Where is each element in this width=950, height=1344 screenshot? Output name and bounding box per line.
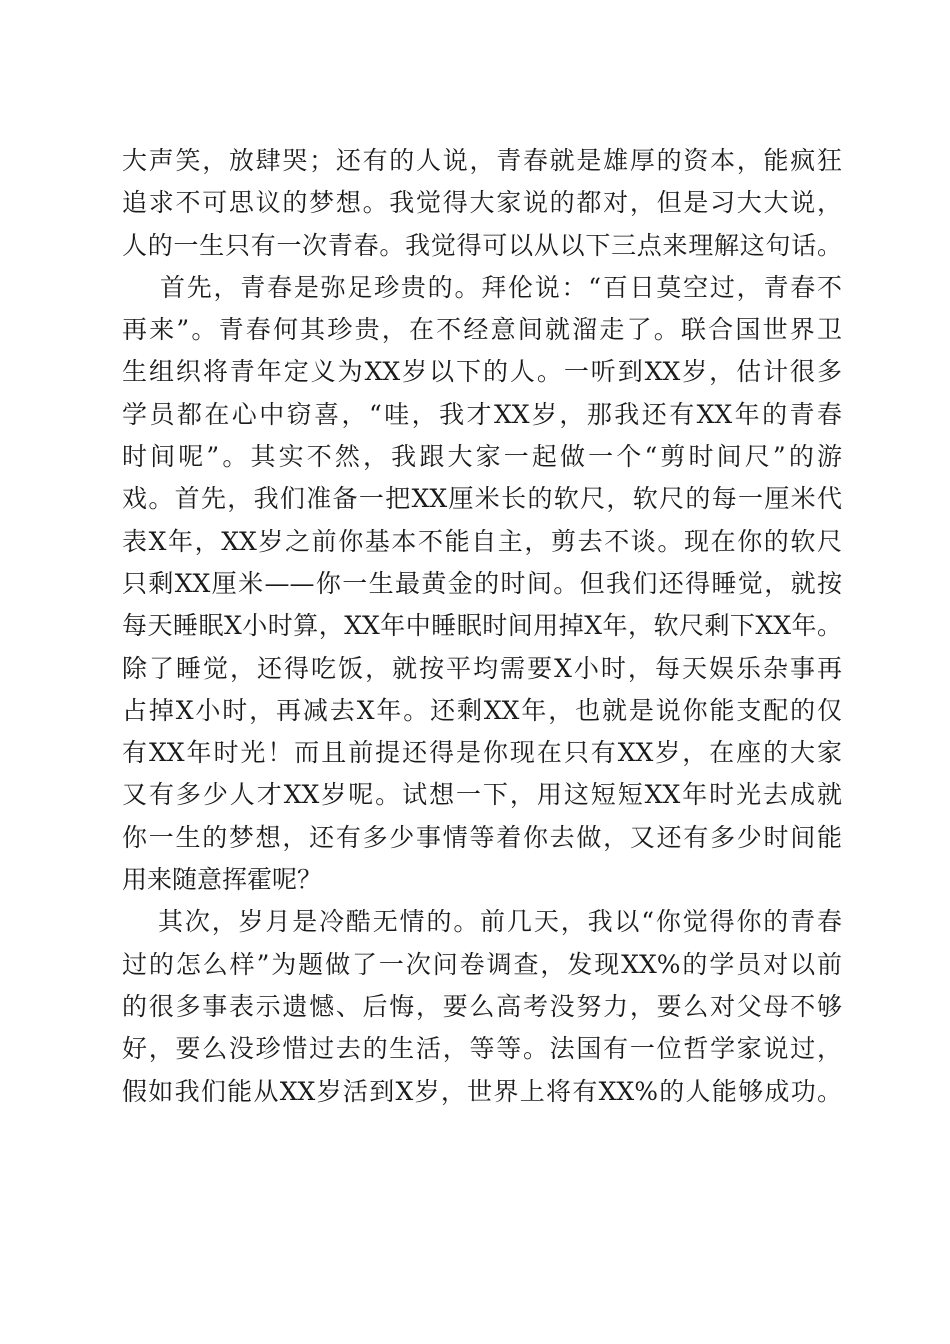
text-line: 生组织将青年定义为XX岁以下的人。一听到XX岁，估计很多 [122, 357, 842, 387]
text-line: 人的一生只有一次青春。我觉得可以从以下三点来理解这句话。 [122, 230, 842, 260]
text-line: 过的怎么样”为题做了一次问卷调查，发现XX%的学员对以前 [122, 949, 842, 979]
body-text [122, 140, 842, 1113]
text-line: 追求不可思议的梦想。我觉得大家说的都对，但是习大大说， [122, 188, 842, 218]
text-line: 表X年，XX岁之前你基本不能自主，剪去不谈。现在你的软尺 [122, 526, 842, 556]
text-line-paragraph-start: 其次，岁月是冷酷无情的。前几天，我以“你觉得你的青春 [158, 907, 842, 937]
text-line: 你一生的梦想，还有多少事情等着你去做，又还有多少时间能 [122, 822, 842, 852]
text-line: 又有多少人才XX岁呢。试想一下，用这短短XX年时光去成就 [122, 780, 842, 810]
text-line: 再来”。青春何其珍贵，在不经意间就溜走了。联合国世界卫 [122, 315, 842, 345]
text-line: 戏。首先，我们准备一把XX厘米长的软尺，软尺的每一厘米代 [122, 484, 842, 514]
text-line: 学员都在心中窃喜，“哇，我才XX岁，那我还有XX年的青春 [122, 399, 842, 429]
text-line: 每天睡眠X小时算，XX年中睡眠时间用掉X年，软尺剩下XX年。 [122, 611, 842, 641]
text-line: 除了睡觉，还得吃饭，就按平均需要X小时，每天娱乐杂事再 [122, 653, 842, 683]
text-line: 的很多事表示遗憾、后悔，要么高考没努力，要么对父母不够 [122, 991, 842, 1021]
text-line-paragraph-start: 首先，青春是弥足珍贵的。拜伦说：“百日莫空过，青春不 [160, 272, 842, 302]
text-line: 只剩XX厘米——你一生最黄金的时间。但我们还得睡觉，就按 [122, 568, 842, 598]
text-line: 时间呢”。其实不然，我跟大家一起做一个“剪时间尺”的游 [122, 442, 842, 472]
text-line: 好，要么没珍惜过去的生活，等等。法国有一位哲学家说过， [122, 1034, 842, 1064]
text-line-paragraph-end: 用来随意挥霍呢？ [122, 865, 323, 895]
text-line: 假如我们能从XX岁活到X岁，世界上将有XX%的人能够成功。 [122, 1076, 842, 1106]
text-line: 占掉X小时，再减去X年。还剩XX年，也就是说你能支配的仅 [122, 695, 842, 725]
text-line: 有XX年时光！而且前提还得是你现在只有XX岁，在座的大家 [122, 738, 842, 768]
text-line: 大声笑，放肆哭；还有的人说，青春就是雄厚的资本，能疯狂 [122, 146, 842, 175]
